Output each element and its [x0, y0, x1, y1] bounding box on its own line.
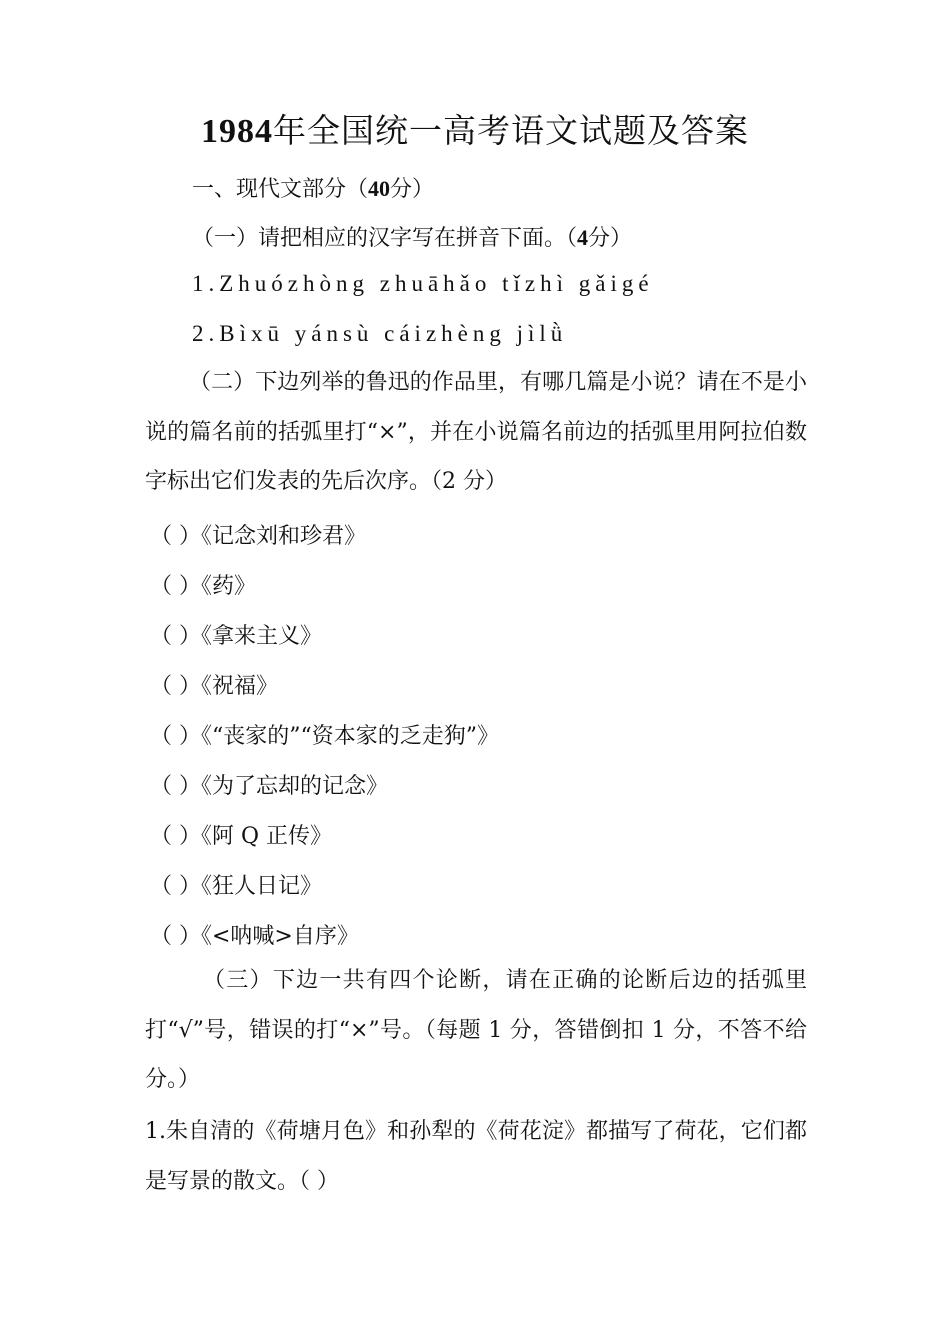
question-1-heading — [192, 221, 632, 252]
option-item: （ ）《为了忘却的记念》 — [150, 774, 388, 799]
option-item: （ ）《拿来主义》 — [150, 624, 322, 649]
section-heading-suffix: 分） — [390, 177, 435, 202]
question-1-suffix: 分） — [588, 226, 633, 251]
question-1-score: 4 — [577, 225, 589, 250]
question-3-text: （三）下边一共有四个论断，请在正确的论断后边的括弧里打“√”号，错误的打“×”号。（每题 1 分，答错倒扣 1 分，不答不给分。） — [145, 968, 807, 1092]
option-item: （ ）《记念刘和珍君》 — [150, 524, 366, 549]
question-2-text: （二）下边列举的鲁迅的作品里，有哪几篇是小说？请在不是小说的篇名前的括弧里打“×”，并在小说篇名前边的括弧里用阿拉伯数字标出它们发表的先后次序。（2 分） — [145, 370, 807, 494]
option-item: （ ）《药》 — [150, 574, 256, 599]
option-item: （ ）《祝福》 — [150, 674, 278, 699]
page-title — [0, 105, 950, 152]
option-item: （ ）《<呐喊>自序》 — [150, 924, 359, 949]
section-heading — [192, 172, 434, 203]
title-text: 年全国统一高考语文试题及答案 — [273, 111, 749, 150]
section-heading-prefix: 一、现代文部分（ — [192, 177, 369, 202]
pinyin-line-1: 1.Zhuózhòng zhuāhǎo tǐzhì gǎigé — [192, 271, 654, 296]
section-score: 40 — [368, 176, 391, 201]
option-item: （ ）《狂人日记》 — [150, 874, 322, 899]
title-year: 1984 — [201, 113, 273, 150]
question-1-prefix: （一）请把相应的汉字写在拼音下面。（ — [192, 226, 578, 251]
option-item: （ ）《阿 Q 正传》 — [150, 824, 333, 849]
question-3-item-1: 1.朱自清的《荷塘月色》和孙犁的《荷花淀》都描写了荷花，它们都是写景的散文。（ ） — [145, 1119, 807, 1194]
option-item: （ ）《“丧家的”“资本家的乏走狗”》 — [150, 724, 499, 749]
pinyin-line-2: 2.Bìxū yánsù cáizhèng jìlǜ — [192, 321, 568, 346]
